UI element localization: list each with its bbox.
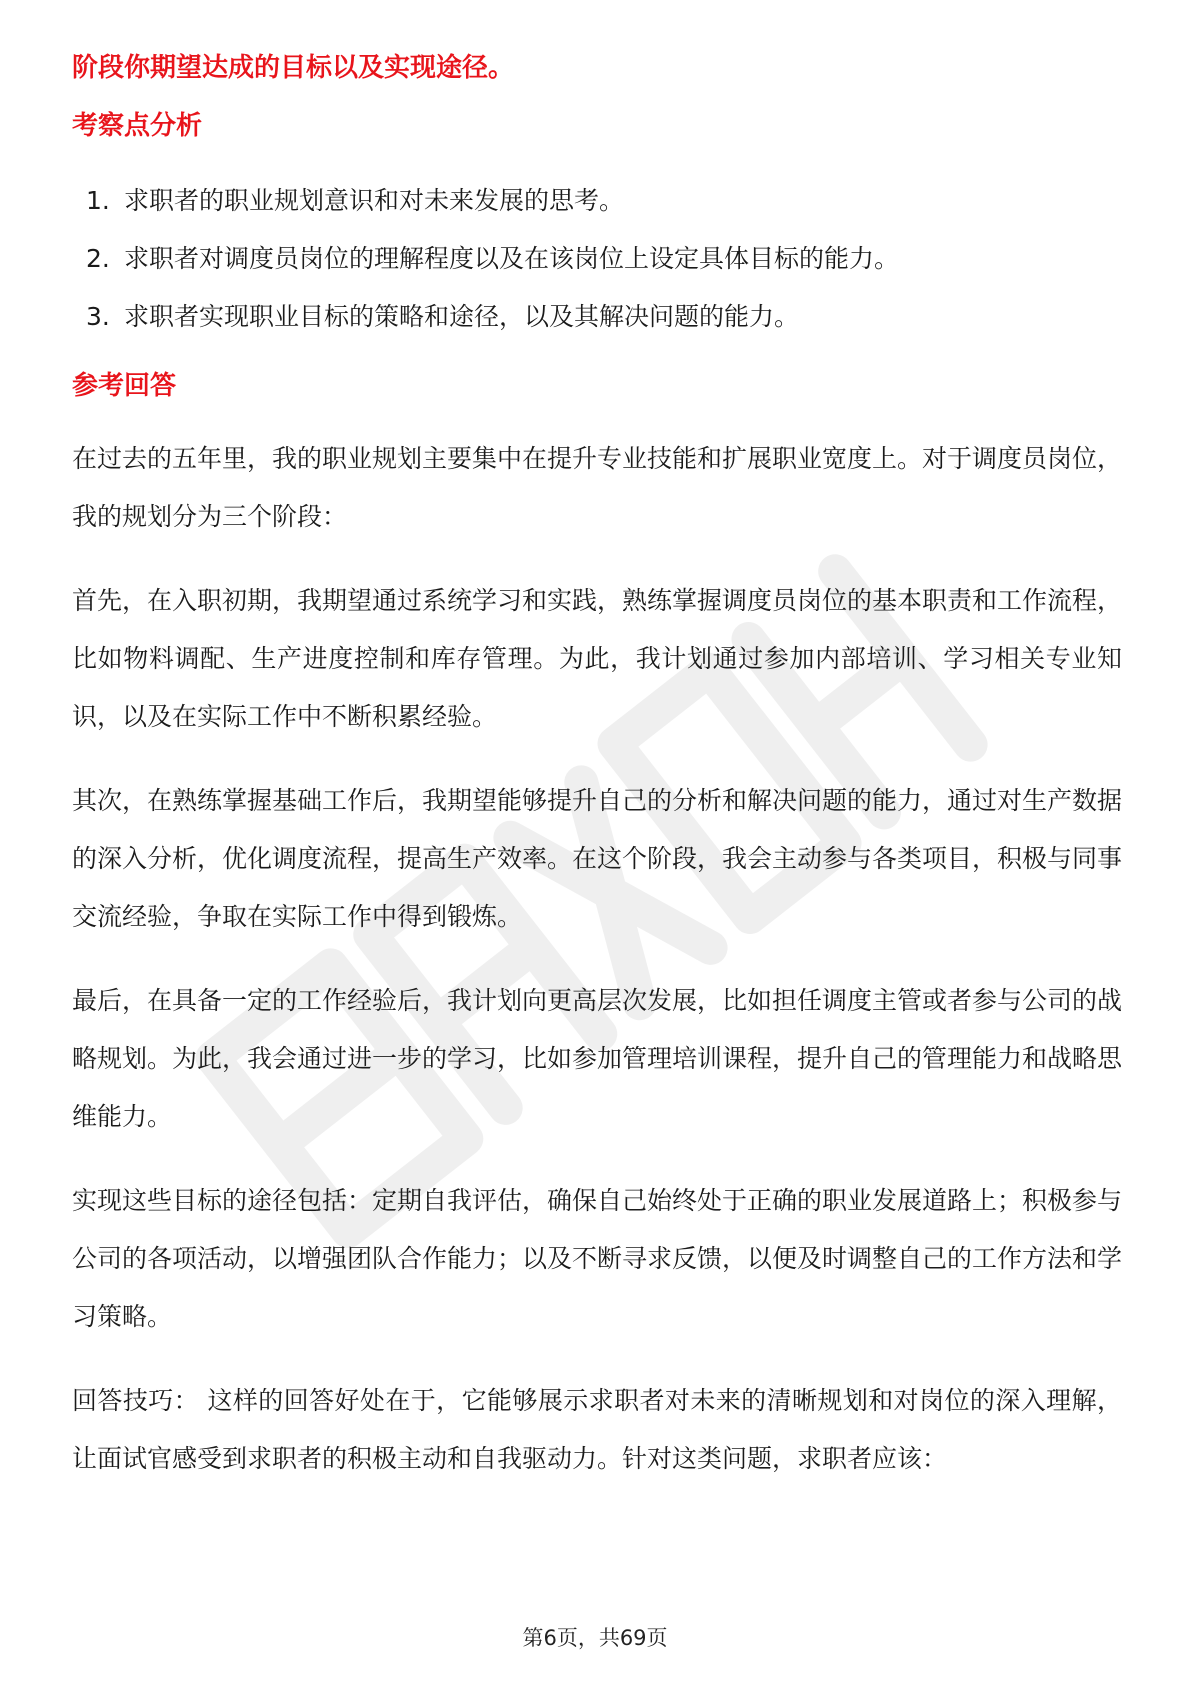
answer-paragraph: 首先，在入职初期，我期望通过系统学习和实践，熟练掌握调度员岗位的基本职责和工作流程，比如物料调配、生产进度控制和库存管理。为此，我计划通过参加内部培训、学习相关专业知识，以及在实际工作中不断积累经验。 (72, 586, 1123, 731)
list-item-text: 求职者实现职业目标的策略和途径，以及其解决问题的能力。 (124, 302, 800, 331)
list-number: 3. (86, 302, 110, 331)
answer-tips-paragraph: 回答技巧： 这样的回答好处在于，它能够展示求职者对未来的清晰规划和对岗位的深入理解，让面试官感受到求职者的积极主动和自我驱动力。针对这类问题，求职者应该： (72, 1386, 1122, 1473)
document-page (72, 48, 1122, 1514)
answer-paragraph: 在过去的五年里，我的职业规划主要集中在提升专业技能和扩展职业宽度上。对于调度员岗位，我的规划分为三个阶段： (72, 444, 1123, 531)
analysis-section-title: 考察点分析 (72, 111, 203, 141)
list-item-text: 求职者对调度员岗位的理解程度以及在该岗位上设定具体目标的能力。 (124, 244, 900, 273)
analysis-points-list (72, 172, 1122, 346)
answer-section-title: 参考回答 (72, 371, 177, 401)
list-item-text: 求职者的职业规划意识和对未来发展的思考。 (124, 186, 625, 215)
list-number: 2. (86, 244, 110, 273)
list-item (86, 230, 1122, 288)
answer-paragraph: 其次，在熟练掌握基础工作后，我期望能够提升自己的分析和解决问题的能力，通过对生产数据的深入分析，优化调度流程，提高生产效率。在这个阶段，我会主动参与各类项目，积极与同事交流经验，争取在实际工作中得到锻炼。 (72, 786, 1123, 931)
list-item (86, 288, 1122, 346)
question-heading-tail: 阶段你期望达成的目标以及实现途径。 (72, 53, 515, 83)
list-number: 1. (86, 186, 110, 215)
answer-paragraph: 最后，在具备一定的工作经验后，我计划向更高层次发展，比如担任调度主管或者参与公司的战略规划。为此，我会通过进一步的学习，比如参加管理培训课程，提升自己的管理能力和战略思维能力。 (72, 986, 1123, 1131)
list-item (86, 172, 1122, 230)
answer-paragraph: 实现这些目标的途径包括：定期自我评估，确保自己始终处于正确的职业发展道路上；积极参与公司的各项活动，以增强团队合作能力；以及不断寻求反馈，以便及时调整自己的工作方法和学习策略。 (72, 1186, 1123, 1331)
page-number-footer: 第6页，共69页 (522, 1626, 668, 1650)
